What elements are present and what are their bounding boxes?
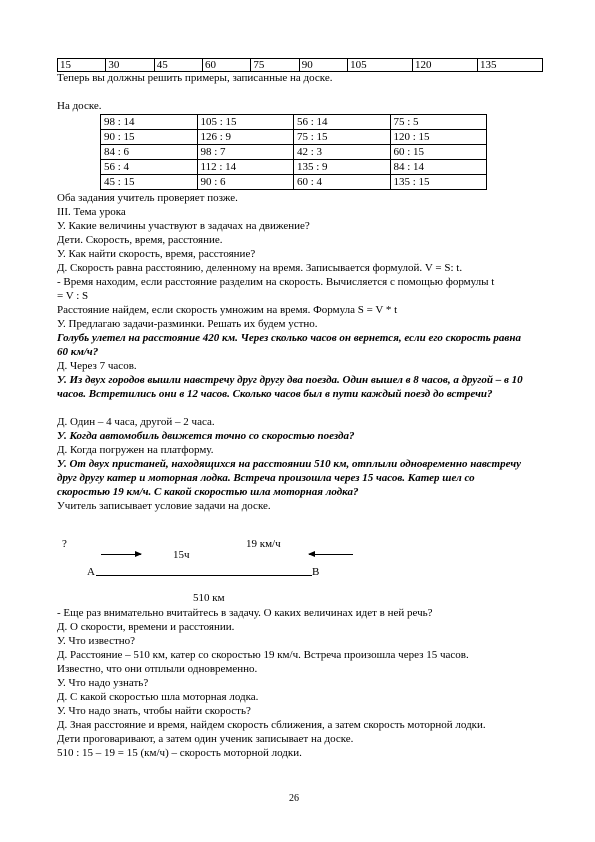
cell: 105 xyxy=(348,59,413,72)
cell: 15 xyxy=(58,59,106,72)
top-number-row xyxy=(57,58,543,72)
text-line: Дети проговаривают, а затем один ученик записывает на доске. xyxy=(57,733,354,745)
right-arrow-icon xyxy=(101,554,141,555)
solution-line: 510 : 15 – 19 = 15 (км/ч) – скорость моторной лодки. xyxy=(57,747,302,759)
time-label: 15ч xyxy=(173,549,190,561)
text-line: Д. Через 7 часов. xyxy=(57,360,137,372)
table-cell: 90 : 15 xyxy=(101,130,198,145)
cell: 90 xyxy=(299,59,347,72)
table-cell: 126 : 9 xyxy=(197,130,294,145)
problem-trains: У. Из двух городов вышли навстречу друг другу два поезда. Один вышел в 8 часов, а другой – в 10 часов. Встретились они в 12 часов. Сколько часов был в пути каждый поезд до встречи? xyxy=(57,374,523,400)
cell: 120 xyxy=(413,59,478,72)
distance-segment xyxy=(96,575,312,576)
table-cell: 90 : 6 xyxy=(197,175,294,190)
table-row xyxy=(101,175,487,190)
text-line: Дети. Скорость, время, расстояние. xyxy=(57,234,223,246)
table-cell: 75 : 5 xyxy=(390,115,487,130)
text-line: Д. Расстояние – 510 км, катер со скоростью 19 км/ч. Встреча произошла через 15 часов. xyxy=(57,649,469,661)
cell: 45 xyxy=(154,59,202,72)
table-cell: 84 : 14 xyxy=(390,160,487,175)
text-line: - Время находим, если расстояние разделим на скорость. Вычисляется с помощью формулы t xyxy=(57,276,495,288)
board-label: На доске. xyxy=(57,100,102,112)
table-cell: 120 : 15 xyxy=(390,130,487,145)
point-b-label: В xyxy=(312,566,320,578)
text-line: У. Какие величины участвуют в задачах на движение? xyxy=(57,220,310,232)
page-number: 26 xyxy=(289,793,299,804)
intro-text: Теперь вы должны решить примеры, записанные на доске. xyxy=(57,72,333,84)
point-a-label: А xyxy=(87,566,95,578)
text-line: Д. Один – 4 часа, другой – 2 часа. xyxy=(57,416,215,428)
table-cell: 135 : 9 xyxy=(294,160,391,175)
board-table xyxy=(100,114,487,190)
boat-speed-label: 19 км/ч xyxy=(246,538,281,550)
cell: 135 xyxy=(478,59,543,72)
left-arrow-icon xyxy=(309,554,353,555)
text-line: Расстояние найдем, если скорость умножим на время. Формула S = V * t xyxy=(57,304,398,316)
cell: 75 xyxy=(251,59,299,72)
table-cell: 112 : 14 xyxy=(197,160,294,175)
text-line: = V : S xyxy=(57,290,89,302)
text-line: Д. С какой скоростью шла моторная лодка. xyxy=(57,691,259,703)
table-row xyxy=(101,130,487,145)
distance-label: 510 км xyxy=(193,592,225,604)
text-line: У. Предлагаю задачи-разминки. Решать их будем устно. xyxy=(57,318,318,330)
text-line: Д. Зная расстояние и время, найдем скорость сближения, а затем скорость моторной лодки. xyxy=(57,719,486,731)
table-cell: 105 : 15 xyxy=(197,115,294,130)
text-line: У. Как найти скорость, время, расстояние? xyxy=(57,248,256,260)
table-cell: 135 : 15 xyxy=(390,175,487,190)
table-cell: 84 : 6 xyxy=(101,145,198,160)
text-line: - Еще раз внимательно вчитайтесь в задачу. О каких величинах идет в ней речь? xyxy=(57,607,433,619)
cell: 60 xyxy=(203,59,251,72)
table-cell: 42 : 3 xyxy=(294,145,391,160)
table-cell: 45 : 15 xyxy=(101,175,198,190)
table-cell: 98 : 7 xyxy=(197,145,294,160)
table-cell: 60 : 15 xyxy=(390,145,487,160)
text-line: Д. О скорости, времени и расстоянии. xyxy=(57,621,235,633)
table-cell: 75 : 15 xyxy=(294,130,391,145)
text-line: Д. Скорость равна расстоянию, деленному на время. Записывается формулой. V = S: t. xyxy=(57,262,463,274)
table-cell: 56 : 14 xyxy=(294,115,391,130)
problem-boats: У. От двух пристаней, находящихся на расстоянии 510 км, отплыли одновременно навстречу друг другу катер и моторная лодка. Встреча произошла через 15 часов. Катер шел со скоростью 19 км/ч. С какой скоростью шла моторная лодка? xyxy=(57,458,521,498)
problem-pigeon: Голубь улетел на расстояние 420 км. Через сколько часов он вернется, если его скорость равна 60 км/ч? xyxy=(57,332,521,358)
table-row xyxy=(101,160,487,175)
text-line: Д. Когда погружен на платформу. xyxy=(57,444,214,456)
section-heading: III. Тема урока xyxy=(57,206,126,218)
table-cell: 60 : 4 xyxy=(294,175,391,190)
table-row xyxy=(101,145,487,160)
text-line: Известно, что они отплыли одновременно. xyxy=(57,663,258,675)
cell: 30 xyxy=(106,59,154,72)
unknown-speed-label: ? xyxy=(62,538,67,550)
table-row xyxy=(101,115,487,130)
table-cell: 98 : 14 xyxy=(101,115,198,130)
problem-car: У. Когда автомобиль движется точно со скоростью поезда? xyxy=(57,430,355,442)
text-line: Учитель записывает условие задачи на доске. xyxy=(57,500,271,512)
text-line: У. Что надо узнать? xyxy=(57,677,149,689)
text-line: У. Что надо знать, чтобы найти скорость? xyxy=(57,705,251,717)
text-line: У. Что известно? xyxy=(57,635,136,647)
table-cell: 56 : 4 xyxy=(101,160,198,175)
text-line: Оба задания учитель проверяет позже. xyxy=(57,192,238,204)
